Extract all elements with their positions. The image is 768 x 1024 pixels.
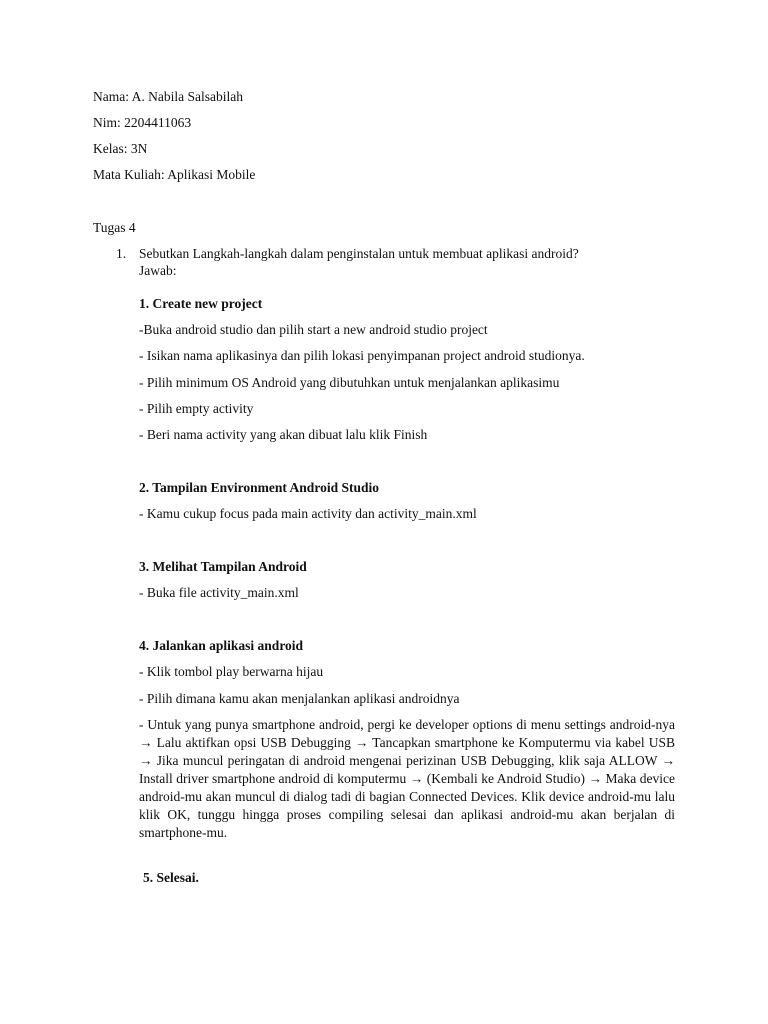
list-item: - Pilih minimum OS Android yang dibutuhkan untuk menjalankan aplikasimu <box>139 375 560 390</box>
section-heading: 5. Selesai. <box>143 870 199 885</box>
student-nim: Nim: 2204411063 <box>93 115 192 130</box>
list-item: - Beri nama activity yang akan dibuat lalu klik Finish <box>139 427 428 442</box>
list-item: - Kamu cukup focus pada main activity dan activity_main.xml <box>139 506 477 521</box>
answer-label: Jawab: <box>139 263 177 278</box>
student-name: Nama: A. Nabila Salsabilah <box>93 89 243 104</box>
list-item: - Klik tombol play berwarna hijau <box>139 664 324 679</box>
section-heading: 1. Create new project <box>139 296 263 311</box>
course-name: Mata Kuliah: Aplikasi Mobile <box>93 167 256 182</box>
section-heading: 2. Tampilan Environment Android Studio <box>139 480 379 495</box>
question-number: 1. <box>116 246 127 261</box>
student-class: Kelas: 3N <box>93 141 148 156</box>
list-item: - Isikan nama aplikasinya dan pilih lokasi penyimpanan project android studionya. <box>139 348 585 363</box>
list-item: - Pilih dimana kamu akan menjalankan aplikasi androidnya <box>139 691 460 706</box>
question-text: Sebutkan Langkah-langkah dalam penginstalan untuk membuat aplikasi android? <box>139 246 579 261</box>
list-item: - Pilih empty activity <box>139 401 254 416</box>
section-heading: 3. Melihat Tampilan Android <box>139 559 307 574</box>
list-item: -Buka android studio dan pilih start a new android studio project <box>139 322 488 337</box>
list-item-paragraph: - Untuk yang punya smartphone android, pergi ke developer options di menu settings android-nya → Lalu aktifkan opsi USB Debugging → Tancapkan smartphone ke Komputermu via kabel USB → Jika muncul peringatan di android mengenai perizinan USB Debugging, klik saja ALLOW → Install driver smartphone android di komputermu → (Kembali ke Android Studio) → Maka device android-mu akan muncul di dialog tadi di bagian Connected Devices. Klik device android-mu lalu klik OK, tunggu hingga proses compiling selesai dan aplikasi android-mu akan berjalan di smartphone-mu. <box>139 717 675 840</box>
section-heading: 4. Jalankan aplikasi android <box>139 638 304 653</box>
assignment-title: Tugas 4 <box>93 220 136 235</box>
list-item: - Buka file activity_main.xml <box>139 585 299 600</box>
